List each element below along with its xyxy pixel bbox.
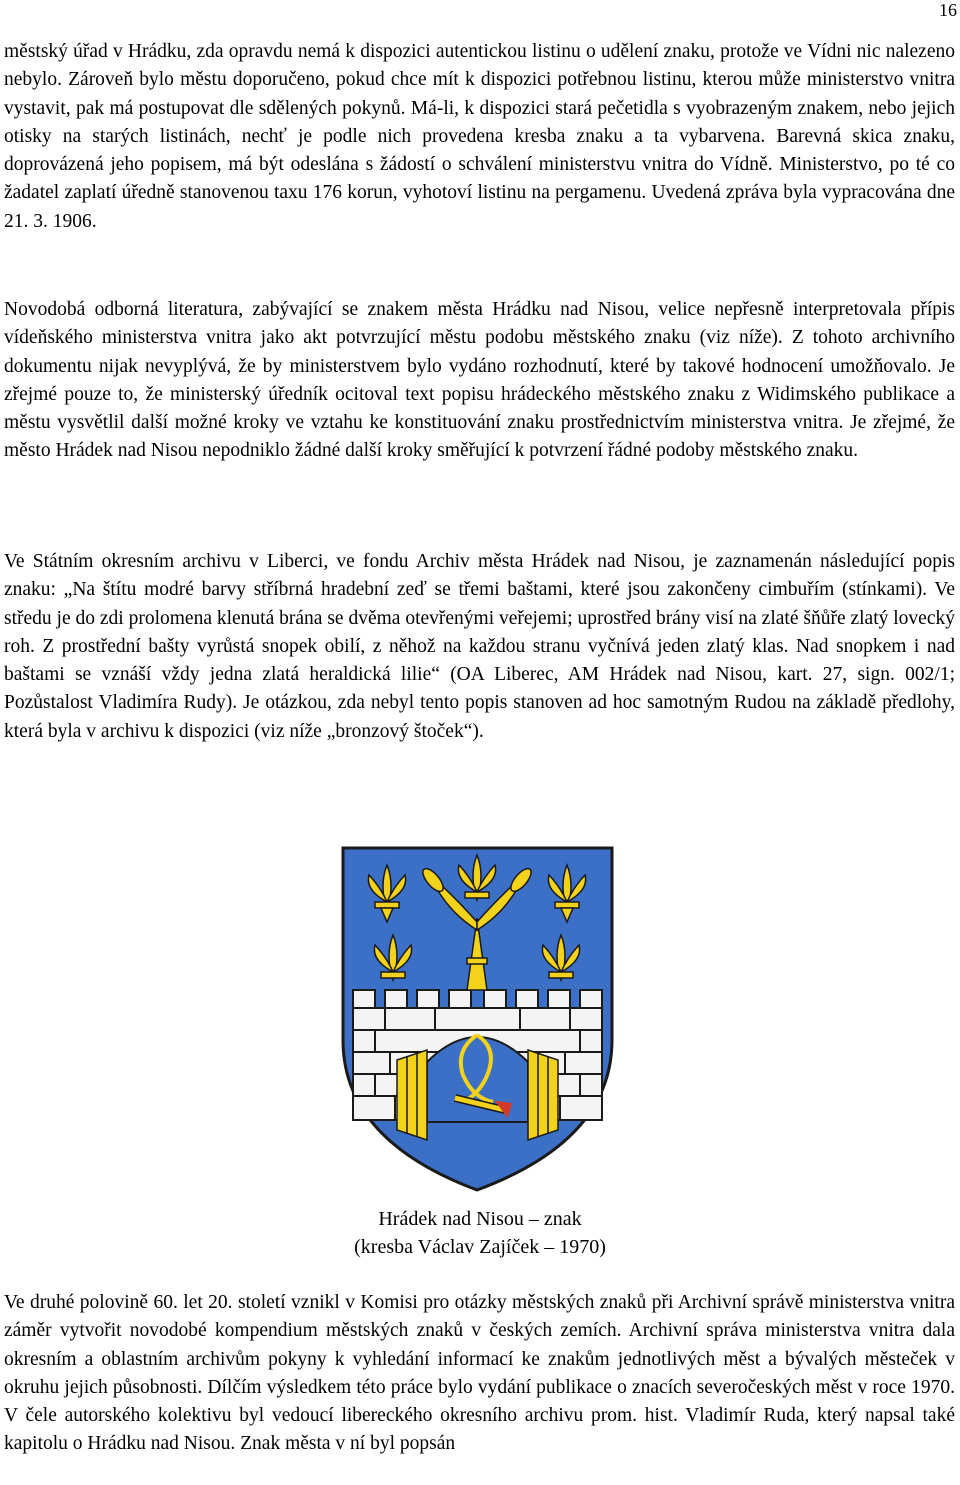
paragraph-2: Novodobá odborná literatura, zabývající se znakem města Hrádku nad Nisou, velice nepřesně interpretovala přípis vídeňského ministerstva vnitra jako akt potvrzující městu podobu městského znaku (viz níže). Z tohoto archivního dokumentu nijak nevyplývá, že by ministerstvem bylo vydáno rozhodnutí, které by takové hodnocení umožňovalo. Je zřejmé pouze to, že ministerský úředník ocitoval text popisu hrádeckého městského znaku z Widimského publikace a městu vysvětlil další možné kroky ve vztahu ke konstituování znaku prostřednictvím ministerstva vnitra. Je zřejmé, že město Hrádek nad Nisou nepodniklo žádné další kroky směřující k potvrzení řádné podoby městského znaku. [4,299,955,462]
paragraph-1: městský úřad v Hrádku, zda opravdu nemá k dispozici autentickou listinu o udělení znaku, protože ve Vídni nic nalezeno nebylo. Zároveň bylo městu doporučeno, pokud chce mít k dispozici potřebnou listinu, kterou může ministerstvo vnitra vystavit, pak má postupovat dle sdělených pokynů. Má-li, k dispozici stará pečetidla s vyobrazeným znakem, nebo jejich otisky na starých listinách, nechť je podle nich provedena kresba znaku a ta vybarvena. Barevná skica znaku, doprovázená jeho popisem, má být odeslána s žádostí o schválení ministerstvu vnitra do Vídně. Ministerstvo, po té co žadatel zaplatí úředně stanovenou taxu 176 korun, vyhotoví listinu na pergamenu. Uvedená zpráva byla vypracována dne 21. 3. 1906. [4,41,955,232]
figure-caption-credit: (kresba Václav Zajíček – 1970) [354,1236,606,1258]
paragraph-3: Ve Státním okresním archivu v Liberci, ve fondu Archiv města Hrádek nad Nisou, je zaznamenán následující popis znaku: „Na štítu modré barvy stříbrná hradební zeď se třemi baštami, které jsou zakončeny cimbuřím (stínkami). Ve středu je do zdi prolomena klenutá brána se dvěma otevřenými veřejemi; uprostřed brány visí na zlaté šňůře zlatý lovecký roh. Z prostřední bašty vyrůstá snopek obilí, z něhož na každou stranu vyčnívá jeden zlatý klas. Nad snopkem i nad baštami se vznáší vždy jedna zlatá heraldická lilie“ (OA Liberec, AM Hrádek nad Nisou, kart. 27, sign. 002/1; Pozůstalost Vladimíra Rudy). Je otázkou, zda nebyl tento popis stanoven ad hoc samotným Rudou na základě předlohy, která byla v archivu k dispozici (viz níže „bronzový štoček“). [4,551,955,742]
coat-of-arms-svg [335,840,620,1195]
gate-opening [427,1037,528,1122]
coat-of-arms-image [335,840,620,1195]
paragraph-4: Ve druhé polovině 60. let 20. století vznikl v Komisi pro otázky městských znaků při Archivní správě ministerstva vnitra záměr vytvořit novodobé kompendium městských znaků v českých zemích. Archivní správa ministerstva vnitra dala okresním a oblastním archivům pokyny k vyhledání informací ke znakům jednotlivých měst a bývalých městeček v okruhu jejich působnosti. Dílčím výsledkem této práce bylo vydání publikace o znacích severočeských měst v roce 1970. V čele autorského kolektivu byl vedoucí libereckého okresního archivu prom. hist. Vladimír Ruda, který napsal také kapitolu o Hrádku nad Nisou. Znak města v ní byl popsán [4,1292,955,1455]
page-number: 16 [939,0,957,20]
figure-caption-title: Hrádek nad Nisou – znak [378,1208,582,1230]
